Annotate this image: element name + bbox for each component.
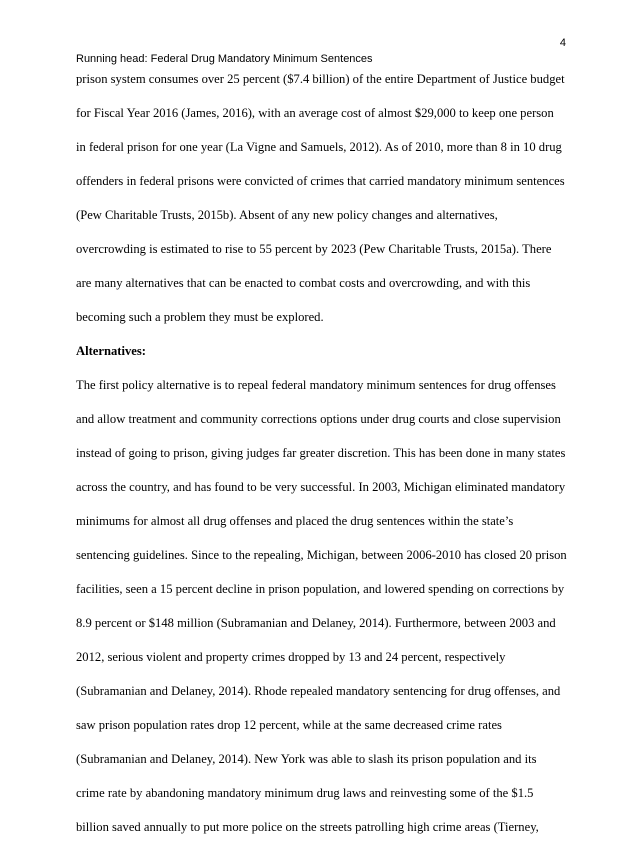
paragraph-line: offenders in federal prisons were convicted of crimes that carried mandatory minimum sentences [76,174,565,188]
paragraph-line: overcrowding is estimated to rise to 55 percent by 2023 (Pew Charitable Trusts, 2015a). There [76,242,552,256]
paragraph-line: (Subramanian and Delaney, 2014). Rhode repealed mandatory sentencing for drug offenses, and [76,684,561,698]
running-head: Running head: Federal Drug Mandatory Minimum Sentences [76,53,373,65]
paragraph-line: for Fiscal Year 2016 (James, 2016), with an average cost of almost $29,000 to keep one person [76,106,554,120]
paragraph-line: becoming such a problem they must be explored. [76,310,324,324]
section-heading: Alternatives: [76,344,146,358]
paragraph-line: (Pew Charitable Trusts, 2015b). Absent of any new policy changes and alternatives, [76,208,498,222]
paragraph-line: in federal prison for one year (La Vigne and Samuels, 2012). As of 2010, more than 8 in 10 drug [76,140,562,154]
paragraph-line: saw prison population rates drop 12 percent, while at the same decreased crime rates [76,718,502,732]
paragraph-line: crime rate by abandoning mandatory minimum drug laws and reinvesting some of the $1.5 [76,786,534,800]
paragraph-line: billion saved annually to put more police on the streets patrolling high crime areas (Tierney, [76,820,539,834]
paragraph-line: minimums for almost all drug offenses and placed the drug sentences within the state’s [76,514,514,528]
paragraph-line: 2012, serious violent and property crimes dropped by 13 and 24 percent, respectively [76,650,506,664]
paragraph-line: and allow treatment and community corrections options under drug courts and close supervision [76,412,561,426]
paragraph-line: across the country, and has found to be very successful. In 2003, Michigan eliminated mandatory [76,480,566,494]
paragraph-line: instead of going to prison, giving judges far greater discretion. This has been done in many states [76,446,566,460]
paragraph-line: 8.9 percent or $148 million (Subramanian and Delaney, 2014). Furthermore, between 2003 and [76,616,556,630]
paragraph-line: facilities, seen a 15 percent decline in prison population, and lowered spending on corrections by [76,582,565,596]
document-body [76,62,576,844]
paragraph-line: sentencing guidelines. Since to the repealing, Michigan, between 2006-2010 has closed 20 prison [76,548,567,562]
paragraph-line: prison system consumes over 25 percent ($7.4 billion) of the entire Department of Justice budget [76,72,565,86]
paragraph-line: are many alternatives that can be enacted to combat costs and overcrowding, and with this [76,276,531,290]
page-number: 4 [559,37,566,49]
paragraph-line: The first policy alternative is to repeal federal mandatory minimum sentences for drug offenses [76,378,556,392]
paragraph-line: (Subramanian and Delaney, 2014). New York was able to slash its prison population and its [76,752,537,766]
